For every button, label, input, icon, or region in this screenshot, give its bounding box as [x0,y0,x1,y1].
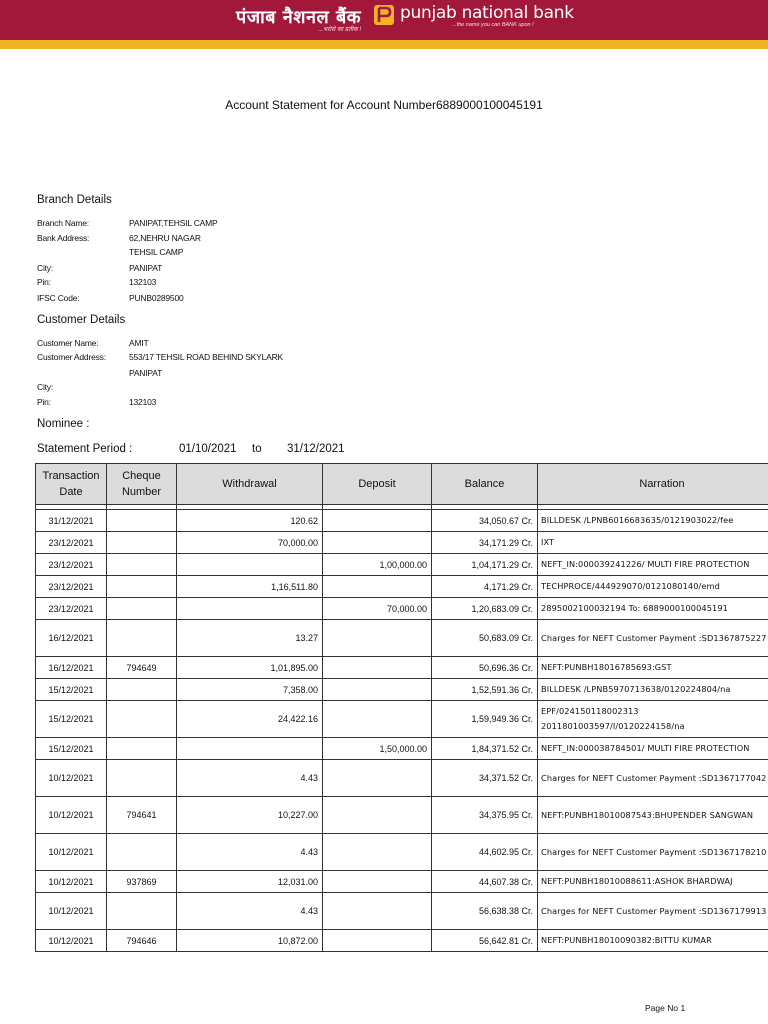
cheque-number [107,576,177,598]
withdrawal-amount [177,598,323,620]
nominee-label: Nominee : [37,418,90,430]
deposit-amount: 1,00,000.00 [323,554,432,576]
narration: NEFT:PUNBH18016785693:GST [538,657,768,679]
balance-amount: 44,607.38 Cr. [432,871,538,893]
withdrawal-amount: 120.62 [177,510,323,532]
col-cheque-number: Cheque Number [107,464,177,505]
withdrawal-amount: 24,422.16 [177,701,323,738]
branch-value: PANIPAT,TEHSIL CAMP [129,218,218,228]
withdrawal-amount: 10,227.00 [177,797,323,834]
transaction-date: 23/12/2021 [36,576,107,598]
statement-period-to: 31/12/2021 [287,443,345,455]
bank-tagline-hindi: ...भरोसे का प्रतीक ! [318,27,362,33]
customer-label: Pin: [37,397,51,407]
balance-amount: 1,59,949.36 Cr. [432,701,538,738]
balance-amount: 1,04,171.29 Cr. [432,554,538,576]
withdrawal-amount: 4.43 [177,893,323,930]
table-row [36,554,768,576]
table-row [36,598,768,620]
balance-amount: 50,683.09 Cr. [432,620,538,657]
transaction-date: 10/12/2021 [36,797,107,834]
table-header-row [36,464,768,505]
balance-amount: 4,171.29 Cr. [432,576,538,598]
narration: Charges for NEFT Customer Payment :SD1367177042 [538,760,768,797]
narration: BILLDESK /LPNB5970713638/0120224804/na [538,679,768,701]
deposit-amount [323,576,432,598]
narration: Charges for NEFT Customer Payment :SD1367875227 [538,620,768,657]
table-row [36,679,768,701]
cheque-number [107,679,177,701]
balance-amount: 34,371.52 Cr. [432,760,538,797]
cheque-number: 794649 [107,657,177,679]
withdrawal-amount: 70,000.00 [177,532,323,554]
transaction-date: 15/12/2021 [36,679,107,701]
deposit-amount [323,532,432,554]
branch-value: 132103 [129,277,157,287]
deposit-amount [323,679,432,701]
deposit-amount [323,871,432,893]
withdrawal-amount: 1,01,895.00 [177,657,323,679]
branch-details-heading: Branch Details [37,194,112,206]
transaction-date: 23/12/2021 [36,598,107,620]
branch-label: IFSC Code: [37,293,80,303]
table-row [36,532,768,554]
customer-details-heading: Customer Details [37,314,126,326]
page-number: Page No 1 [645,1003,686,1013]
balance-amount: 1,84,371.52 Cr. [432,738,538,760]
statement-title: Account Statement for Account Number6889000100045191 [225,98,543,112]
cheque-number [107,760,177,797]
narration: NEFT:PUNBH18010087543:BHUPENDER SANGWAN [538,797,768,834]
table-row [36,760,768,797]
cheque-number: 794641 [107,797,177,834]
table-body [36,505,768,952]
balance-amount: 34,171.29 Cr. [432,532,538,554]
branch-label: Branch Name: [37,218,89,228]
cheque-number [107,893,177,930]
branch-label: City: [37,263,54,273]
statement-period-label: Statement Period : [37,443,133,455]
narration: BILLDESK /LPNB6016683635/0121903022/fee [538,510,768,532]
withdrawal-amount: 10,872.00 [177,930,323,952]
statement-period-from: 01/10/2021 [179,443,237,455]
transaction-date: 15/12/2021 [36,738,107,760]
customer-label: Customer Name: [37,338,99,348]
cheque-number [107,834,177,871]
deposit-amount [323,701,432,738]
narration: NEFT:PUNBH18010088611:ASHOK BHARDWAJ [538,871,768,893]
narration: EPF/024150118002313 2011801003597/I/0120224158/na [538,701,768,738]
branch-label: Pin: [37,277,51,287]
transaction-date: 16/12/2021 [36,657,107,679]
balance-amount: 34,050.67 Cr. [432,510,538,532]
withdrawal-amount: 13.27 [177,620,323,657]
narration: IXT [538,532,768,554]
narration: Charges for NEFT Customer Payment :SD1367178210 [538,834,768,871]
withdrawal-amount: 12,031.00 [177,871,323,893]
table-row [36,738,768,760]
customer-value: AMIT [129,338,149,348]
cheque-number [107,510,177,532]
table-row [36,893,768,930]
balance-amount: 56,638.38 Cr. [432,893,538,930]
transaction-date: 23/12/2021 [36,554,107,576]
cheque-number [107,532,177,554]
withdrawal-amount: 4.43 [177,760,323,797]
bank-name-hindi: पंजाब नैशनल बैंक [236,7,362,28]
balance-amount: 34,375.95 Cr. [432,797,538,834]
table-row [36,834,768,871]
transaction-date: 10/12/2021 [36,930,107,952]
withdrawal-amount [177,554,323,576]
cheque-number [107,554,177,576]
table-row [36,510,768,532]
narration: NEFT_IN:000039241226/ MULTI FIRE PROTECTION [538,554,768,576]
cheque-number: 794646 [107,930,177,952]
branch-label: Bank Address: [37,233,90,243]
customer-label: Customer Address: [37,352,106,362]
withdrawal-amount [177,738,323,760]
branch-value: PUNB0289500 [129,293,184,303]
table-row [36,701,768,738]
branch-value: 62,NEHRU NAGAR [129,233,201,243]
transaction-date: 23/12/2021 [36,532,107,554]
col-balance: Balance [432,464,538,505]
deposit-amount [323,893,432,930]
deposit-amount [323,620,432,657]
col-deposit: Deposit [323,464,432,505]
withdrawal-amount: 4.43 [177,834,323,871]
balance-amount: 1,20,683.09 Cr. [432,598,538,620]
cheque-number: 937869 [107,871,177,893]
transaction-date: 16/12/2021 [36,620,107,657]
deposit-amount: 1,50,000.00 [323,738,432,760]
narration: 2895002100032194 To: 6889000100045191 [538,598,768,620]
narration: Charges for NEFT Customer Payment :SD1367179913 [538,893,768,930]
bank-name-english: punjab national bank [400,3,574,23]
table-row [36,620,768,657]
deposit-amount [323,657,432,679]
cheque-number [107,620,177,657]
narration: NEFT_IN:000038784501/ MULTI FIRE PROTECTION [538,738,768,760]
narration: TECHPROCE/444929070/0121080140/emd [538,576,768,598]
cheque-number [107,738,177,760]
branch-value: TEHSIL CAMP [129,247,184,257]
transaction-date: 15/12/2021 [36,701,107,738]
withdrawal-amount: 1,16,511.80 [177,576,323,598]
pnb-logo-icon [373,4,395,26]
customer-value: PANIPAT [129,368,163,378]
customer-label: City: [37,382,54,392]
table-row [36,930,768,952]
table-row [36,657,768,679]
transactions-table [35,463,768,952]
transaction-date: 10/12/2021 [36,893,107,930]
deposit-amount [323,834,432,871]
balance-amount: 50,696.36 Cr. [432,657,538,679]
cheque-number [107,598,177,620]
withdrawal-amount: 7,358.00 [177,679,323,701]
transaction-date: 10/12/2021 [36,760,107,797]
customer-value: 132103 [129,397,157,407]
bank-tagline-english: ...the name you can BANK upon ! [452,22,534,28]
branch-value: PANIPAT [129,263,163,273]
table-row [36,797,768,834]
customer-value: 553/17 TEHSIL ROAD BEHIND SKYLARK [129,352,284,362]
deposit-amount [323,930,432,952]
balance-amount: 1,52,591.36 Cr. [432,679,538,701]
deposit-amount [323,760,432,797]
banner-stripe [0,40,768,49]
transaction-date: 10/12/2021 [36,871,107,893]
col-narration: Narration [538,464,768,505]
table-row [36,576,768,598]
narration: NEFT:PUNBH18010090382:BITTU KUMAR [538,930,768,952]
col-withdrawal: Withdrawal [177,464,323,505]
table-row [36,871,768,893]
cheque-number [107,701,177,738]
col-transaction-date: Transaction Date [36,464,107,505]
statement-period-to-word: to [252,443,262,455]
deposit-amount [323,797,432,834]
transaction-date: 10/12/2021 [36,834,107,871]
deposit-amount [323,510,432,532]
balance-amount: 44,602.95 Cr. [432,834,538,871]
balance-amount: 56,642.81 Cr. [432,930,538,952]
transaction-date: 31/12/2021 [36,510,107,532]
deposit-amount: 70,000.00 [323,598,432,620]
